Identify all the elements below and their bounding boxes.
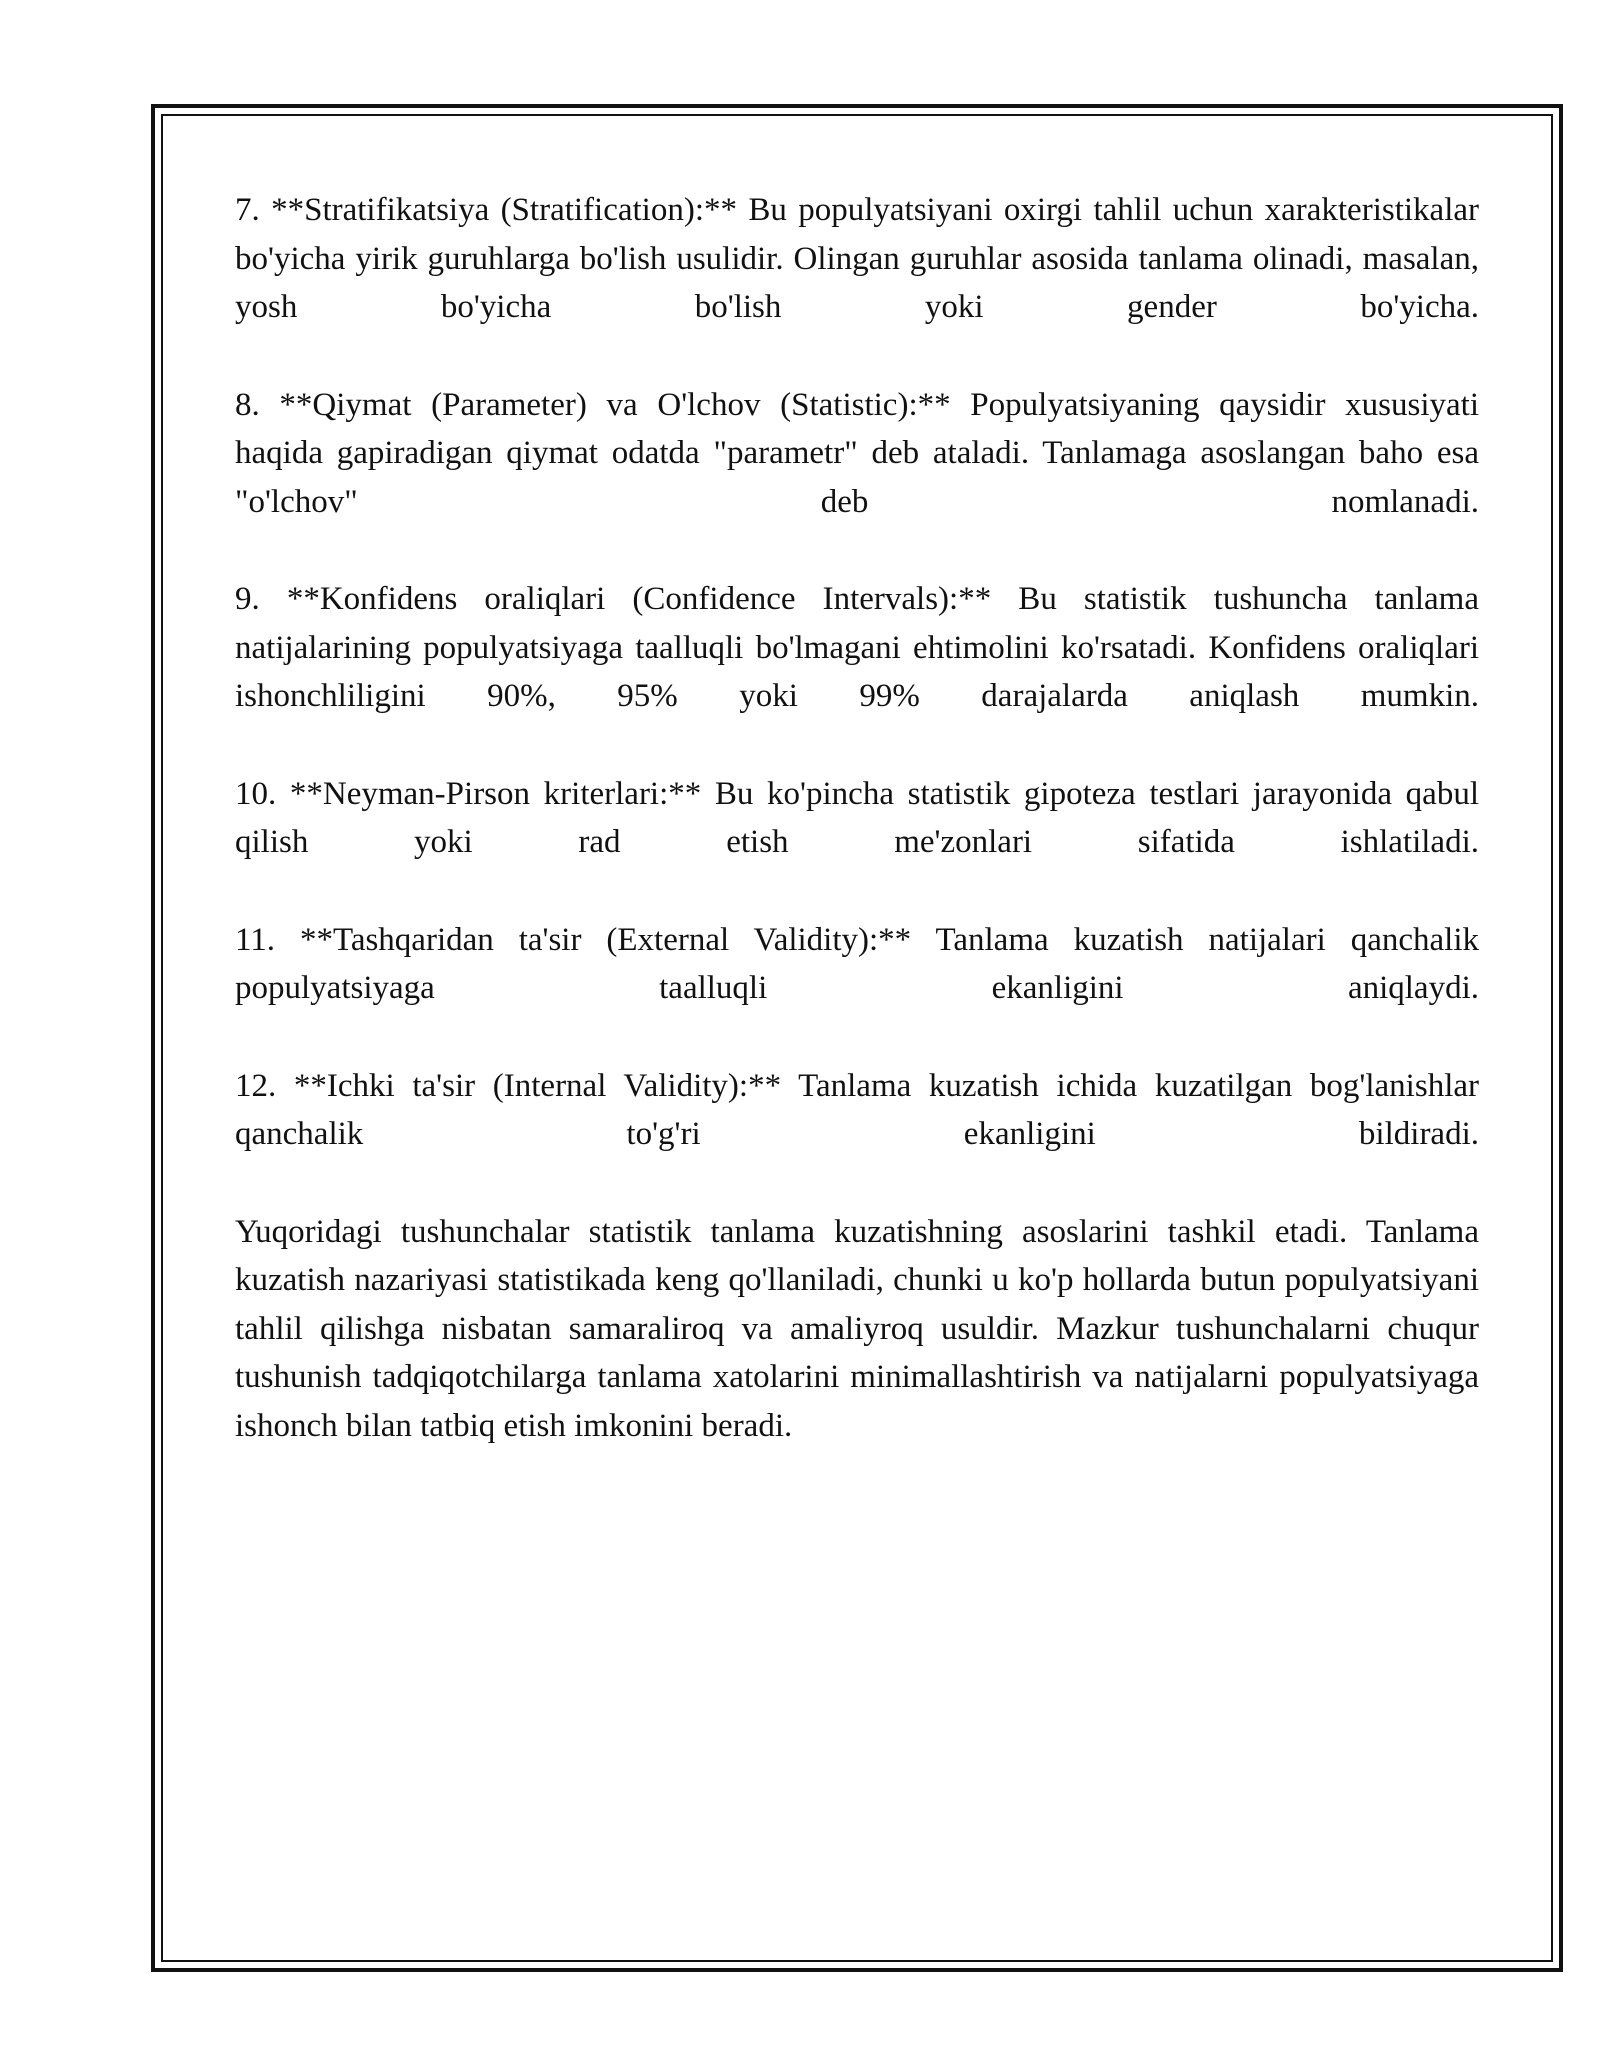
document-body [235,186,1479,1499]
paragraph-neyman-pearson: 10. **Neyman-Pirson kriterlari:** Bu ko'pincha statistik gipoteza testlari jarayonida qabul qilish yoki rad etish me'zonlari sifatida ishlatiladi. [235,775,1479,860]
paragraph-confidence-intervals: 9. **Konfidens oraliqlari (Confidence Intervals):** Bu statistik tushuncha tanlama natijalarining populyatsiyaga taalluqli bo'lmagani ehtimolini ko'rsatadi. Konfidens oraliqlari ishonchliligini 90%, 95% yoki 99% darajalarda aniqlash mumkin. [235,581,1479,714]
paragraph-parameter-statistic: 8. **Qiymat (Parameter) va O'lchov (Statistic):** Populyatsiyaning qaysidir xususiyati haqida gapiradigan qiymat odatda "parametr" deb ataladi. Tanlamaga asoslangan baho esa "o'lchov" deb nomlanadi. [235,386,1479,520]
paragraph-external-validity: 11. **Tashqaridan ta'sir (External Validity):** Tanlama kuzatish natijalari qanchalik populyatsiyaga taalluqli ekanligini aniqlaydi. [235,921,1479,1006]
paragraph-internal-validity: 12. **Ichki ta'sir (Internal Validity):** Tanlama kuzatish ichida kuzatilgan bog'lanishlar qanchalik to'g'ri ekanligini bildiradi. [235,1067,1479,1152]
paragraph-stratification: 7. **Stratifikatsiya (Stratification):** Bu populyatsiyani oxirgi tahlil uchun xarakteristikalar bo'yicha yirik guruhlarga bo'lish usulidir. Olingan guruhlar asosida tanlama olinadi, masalan, yosh bo'yicha bo'lish yoki gender bo'yicha. [235,192,1479,325]
paragraph-conclusion: Yuqoridagi tushunchalar statistik tanlama kuzatishning asoslarini tashkil etadi. Tanlama kuzatish nazariyasi statistikada keng qo'llaniladi, chunki u ko'p hollarda butun populyatsiyani tahlil qilishga nisbatan samaraliroq va amaliyroq usuldir. Mazkur tushunchalarni chuqur tushunish tadqiqotchilarga tanlama xatolarini minimallashtirish va natijalarni populyatsiyaga ishonch bilan tatbiq etish imkonini beradi. [235,1213,1479,1444]
